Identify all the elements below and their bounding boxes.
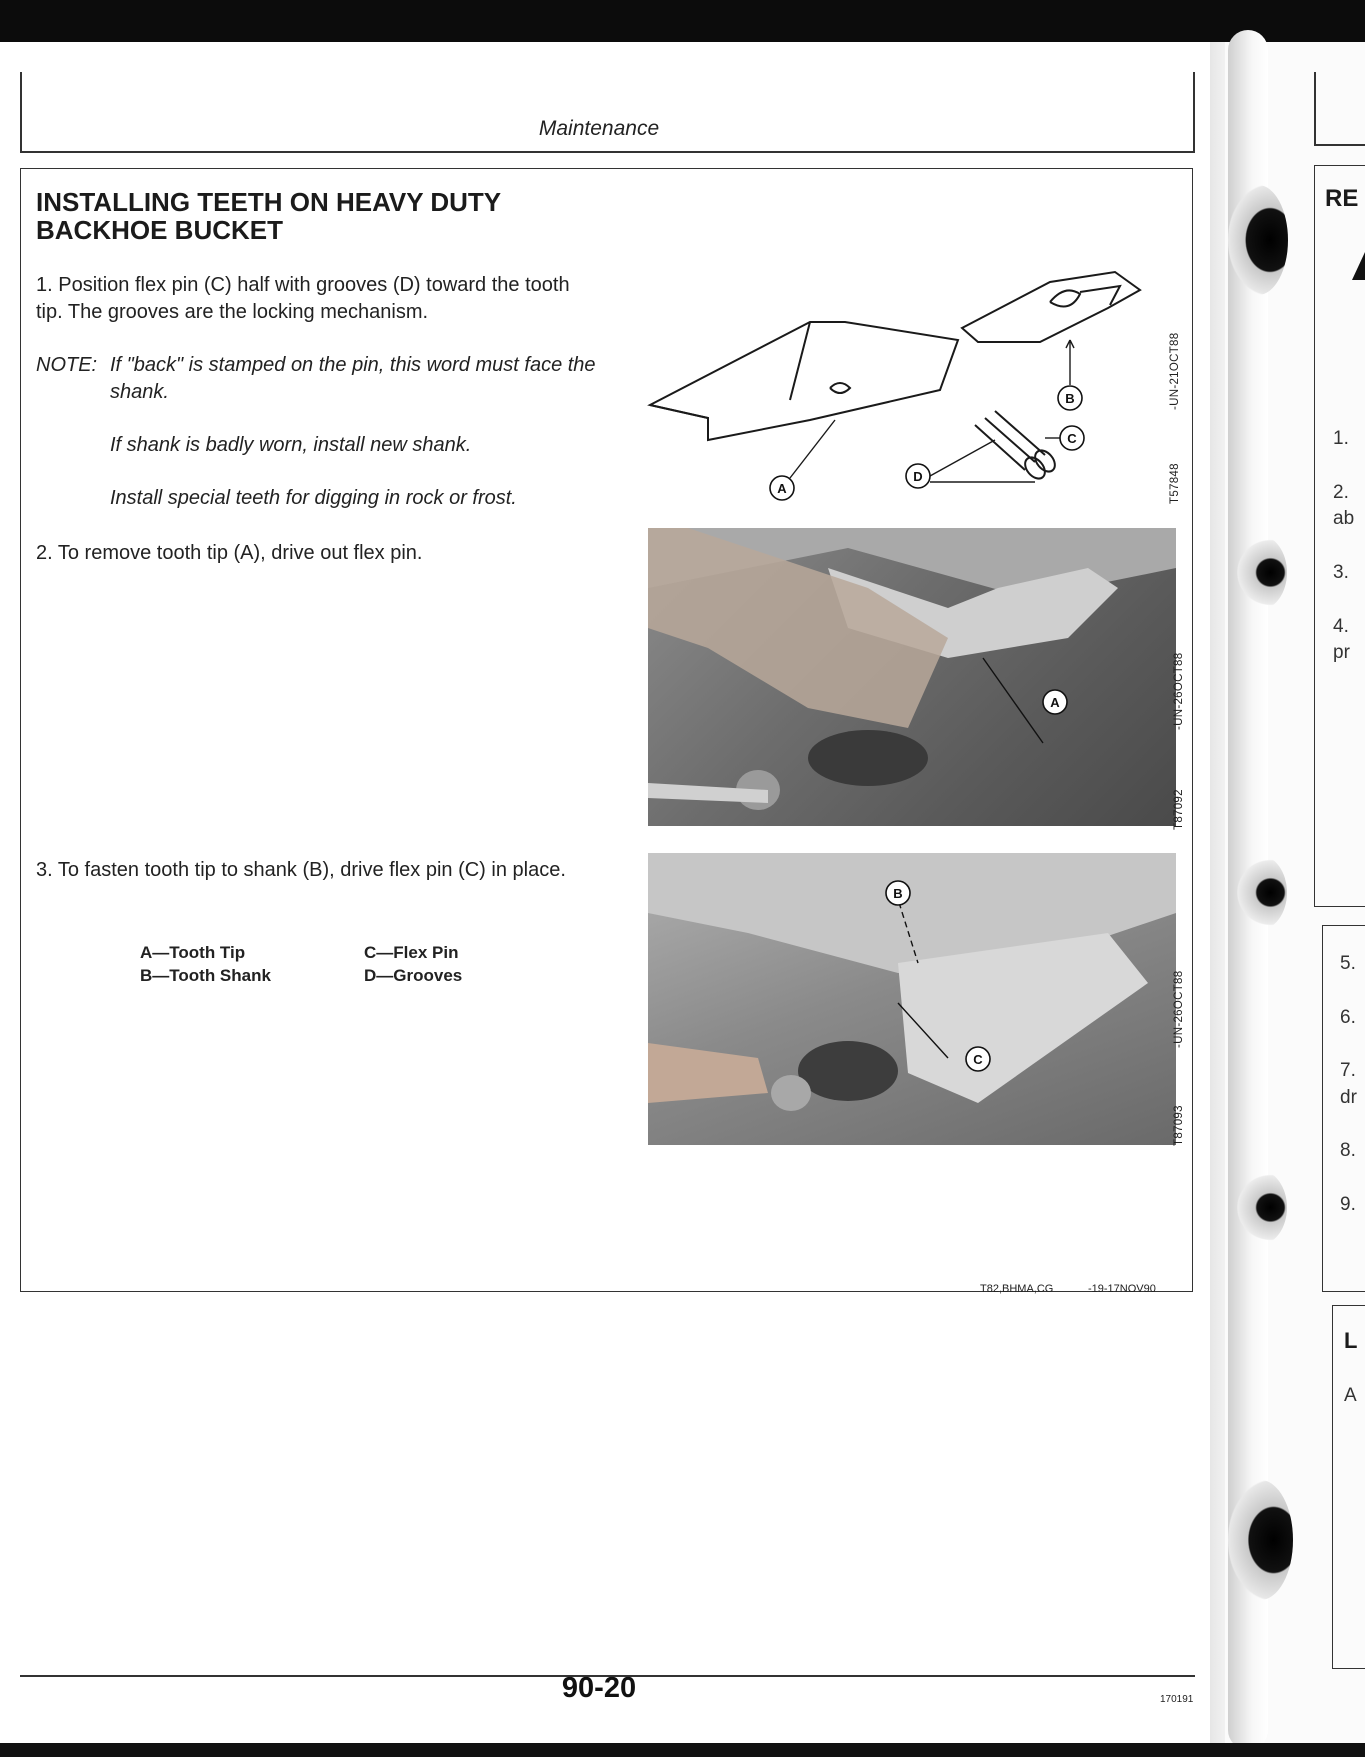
legend-c: C—Flex Pin: [364, 943, 459, 962]
step-3: 3. To fasten tooth tip to shank (B), drive flex pin (C) in place.: [36, 859, 566, 881]
legend-a: A—Tooth Tip: [140, 943, 246, 962]
photo-remove-tooth-tip: [648, 528, 1176, 826]
figure-3-id-a: -UN-26OCT88: [1173, 970, 1185, 1048]
tooth-diagram: [640, 230, 1160, 510]
adjacent-line-9: 7.: [1340, 1060, 1356, 1081]
print-code: 170191: [1160, 1694, 1194, 1705]
section-header: Maintenance: [538, 117, 660, 140]
legend-b: B—Tooth Shank: [140, 966, 271, 985]
scan-bottom-edge: [0, 1743, 1365, 1757]
step-2: 2. To remove tooth tip (A), drive out flex pin.: [36, 542, 423, 564]
tooth-shank-drawing: [962, 272, 1140, 342]
adjacent-line-1: 1.: [1333, 428, 1349, 449]
adjacent-line-7: 5.: [1340, 953, 1356, 974]
callout-b: B: [1065, 391, 1075, 406]
page-number: 90-20: [561, 1672, 637, 1704]
figure-2-id-b: T87092: [1173, 789, 1185, 830]
adjacent-header-bottom: [1314, 144, 1365, 146]
adjacent-box-3: [1332, 1305, 1365, 1669]
note-label: NOTE:: [36, 354, 98, 376]
adjacent-line-13: L: [1344, 1328, 1358, 1353]
adjacent-line-11: 8.: [1340, 1140, 1356, 1161]
note-2: If shank is badly worn, install new shank.: [110, 434, 472, 456]
adjacent-line-2: 2.: [1333, 482, 1349, 503]
adjacent-line-4: 3.: [1333, 562, 1349, 583]
step-1: 1. Position flex pin (C) half with grooves (D) toward the tooth tip. The grooves are the locking mechanism.: [36, 274, 570, 323]
note-1: If "back" is stamped on the pin, this word must face the shank.: [110, 354, 596, 403]
adjacent-line-8: 6.: [1340, 1007, 1356, 1028]
adjacent-line-14: A: [1344, 1385, 1357, 1406]
photo-3-callout-b: B: [893, 886, 903, 901]
figure-1-id-b: T57848: [1169, 463, 1181, 504]
adjacent-header-rule: [1314, 72, 1316, 144]
callout-d: D: [913, 469, 923, 484]
adjacent-line-10: dr: [1340, 1087, 1357, 1108]
photo-fasten-tooth-tip: [648, 853, 1176, 1145]
adjacent-line-12: 9.: [1340, 1194, 1356, 1215]
callout-c: C: [1067, 431, 1077, 446]
warning-icon: [1352, 252, 1365, 280]
adjacent-line-6: pr: [1333, 642, 1350, 663]
note-3: Install special teeth for digging in rock or frost.: [110, 487, 517, 509]
binder-hole-1: [1228, 185, 1288, 295]
photo-3-callout-c: C: [973, 1052, 983, 1067]
binder-hole-5: [1228, 1480, 1293, 1600]
page-title: INSTALLING TEETH ON HEAVY DUTY BACKHOE BUCKET: [36, 187, 501, 245]
doc-code: T82,BHMA,CG: [980, 1283, 1054, 1295]
figure-2-id-a: -UN-26OCT88: [1173, 652, 1185, 730]
binder-hole-2: [1232, 535, 1287, 610]
tooth-tip-drawing: [650, 322, 958, 440]
photo-2-callout-a: A: [1050, 695, 1060, 710]
adjacent-title: RE: [1325, 185, 1359, 212]
figure-3-id-b: T87093: [1173, 1105, 1185, 1146]
date-code: -19-17NOV90: [1088, 1283, 1156, 1295]
figure-1-id-a: -UN-21OCT88: [1169, 332, 1181, 410]
flex-pin-drawing: [975, 411, 1045, 470]
binder-hole-3: [1232, 855, 1287, 930]
adjacent-line-3: ab: [1333, 508, 1355, 529]
legend-d: D—Grooves: [364, 966, 463, 985]
scan-top-edge: [0, 0, 1365, 42]
adjacent-line-5: 4.: [1333, 616, 1349, 637]
callout-a: A: [777, 481, 787, 496]
header-bottom-rule: [20, 151, 1195, 153]
binder-hole-4: [1232, 1170, 1287, 1245]
